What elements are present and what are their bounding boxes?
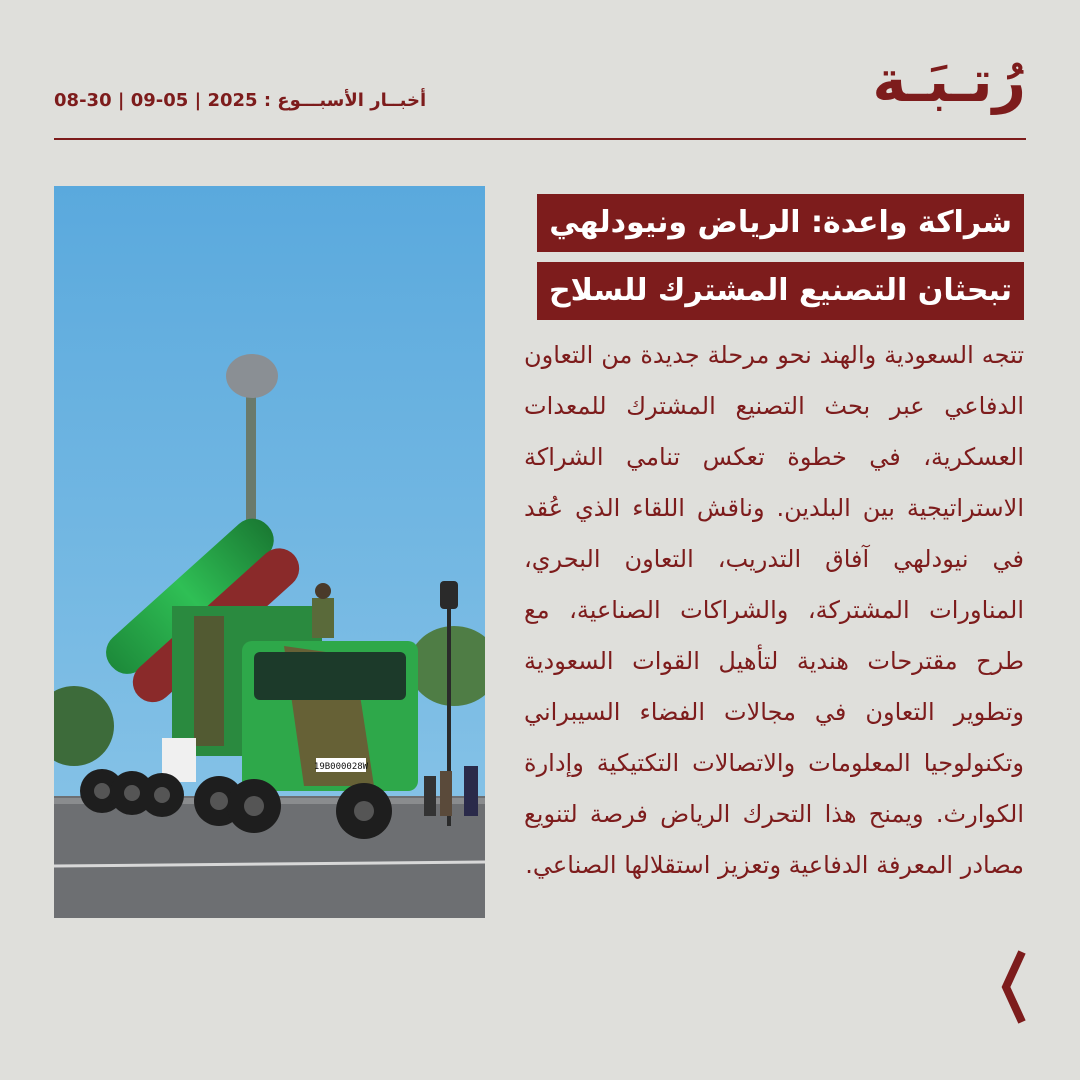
- header-divider: [54, 138, 1026, 140]
- article-title-line-1: شراكة واعدة: الرياض ونيودلهي: [537, 194, 1024, 252]
- article-photo: [54, 186, 485, 918]
- vehicle-plate: 19B000028W: [313, 762, 369, 772]
- article-body: تتجه السعودية والهند نحو مرحلة جديدة من التعاون الدفاعي عبر بحث التصنيع المشترك للمعدات العسكرية، في خطوة تعكس تنامي الشراكة الاستراتيجية بين البلدين. وناقش اللقاء الذي عُقد في نيودلهي آفاق التدريب، التعاون البحري، المناورات المشتركة، والشراكات الصناعية، مع طرح مقترحات هندية لتأهيل القوات السعودية وتطوير التعاون في مجالات الفضاء السيبراني وتكنولوجيا المعلومات والاتصالات التكتيكية وإدارة الكوارث. ويمنح هذا التحرك الرياض فرصة لتنويع مصادر المعرفة الدفاعية وتعزيز استقلالها الصناعي.: [524, 341, 1024, 879]
- brand-logo: رُتـبَـة: [872, 47, 1026, 115]
- article-title-line-2: تبحثان التصنيع المشترك للسلاح: [537, 262, 1024, 320]
- header: [54, 40, 1026, 140]
- chevron-left-icon[interactable]: [1000, 948, 1030, 1030]
- missile-launcher-illustration: [54, 186, 485, 918]
- dateline: أخبــار الأسبـــوع : 2025 | 05-09 | 30-08: [54, 90, 427, 111]
